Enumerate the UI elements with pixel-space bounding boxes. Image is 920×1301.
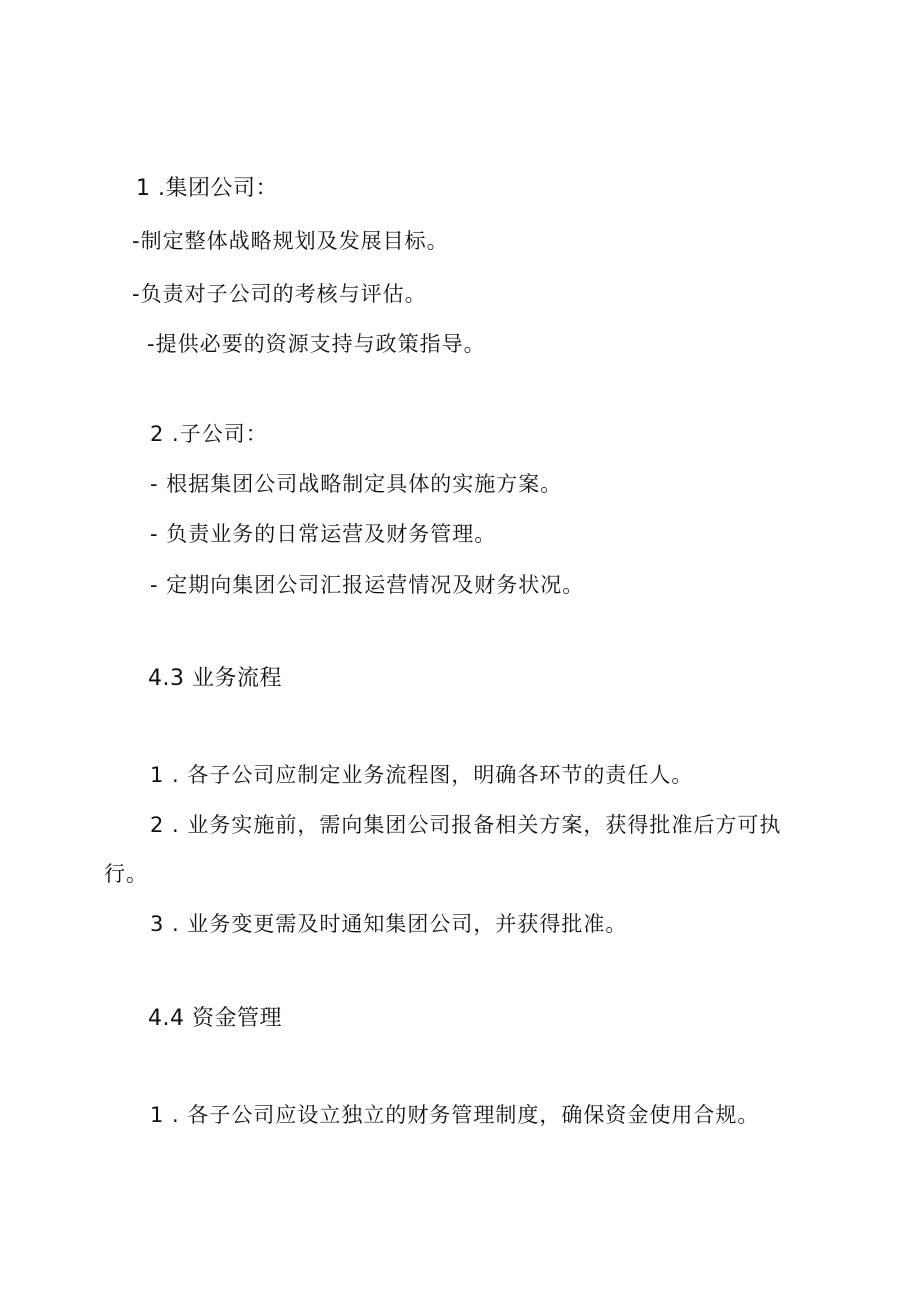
section-4-4-item-1: 1 . 各子公司应设立独立的财务管理制度，确保资金使用合规。 [150, 1103, 760, 1127]
group-company-item-2: -负责对子公司的考核与评估。 [132, 282, 427, 306]
section-4-3-item-2: 2 . 业务实施前，需向集团公司报备相关方案，获得批准后方可执 [150, 813, 782, 837]
subsidiary-title: 2 .子公司： [150, 422, 268, 446]
section-4-3-item-1: 1 . 各子公司应制定业务流程图，明确各环节的责任人。 [150, 763, 694, 787]
section-4-3-item-3: 3 . 业务变更需及时通知集团公司，并获得批准。 [150, 912, 628, 936]
group-company-title: 1 .集团公司： [136, 176, 278, 201]
subsidiary-item-2: - 负责业务的日常运营及财务管理。 [150, 522, 497, 546]
subsidiary-item-1: - 根据集团公司战略制定具体的实施方案。 [150, 472, 563, 496]
section-4-3-item-2-continued: 行。 [104, 862, 148, 886]
section-4-3-heading: 4.3 业务流程 [148, 666, 282, 691]
section-4-4-heading: 4.4 资金管理 [148, 1006, 282, 1031]
group-company-item-3: -提供必要的资源支持与政策指导。 [147, 332, 486, 356]
subsidiary-item-3: - 定期向集团公司汇报运营情况及财务状况。 [150, 573, 585, 597]
group-company-item-1: -制定整体战略规划及发展目标。 [132, 229, 449, 253]
